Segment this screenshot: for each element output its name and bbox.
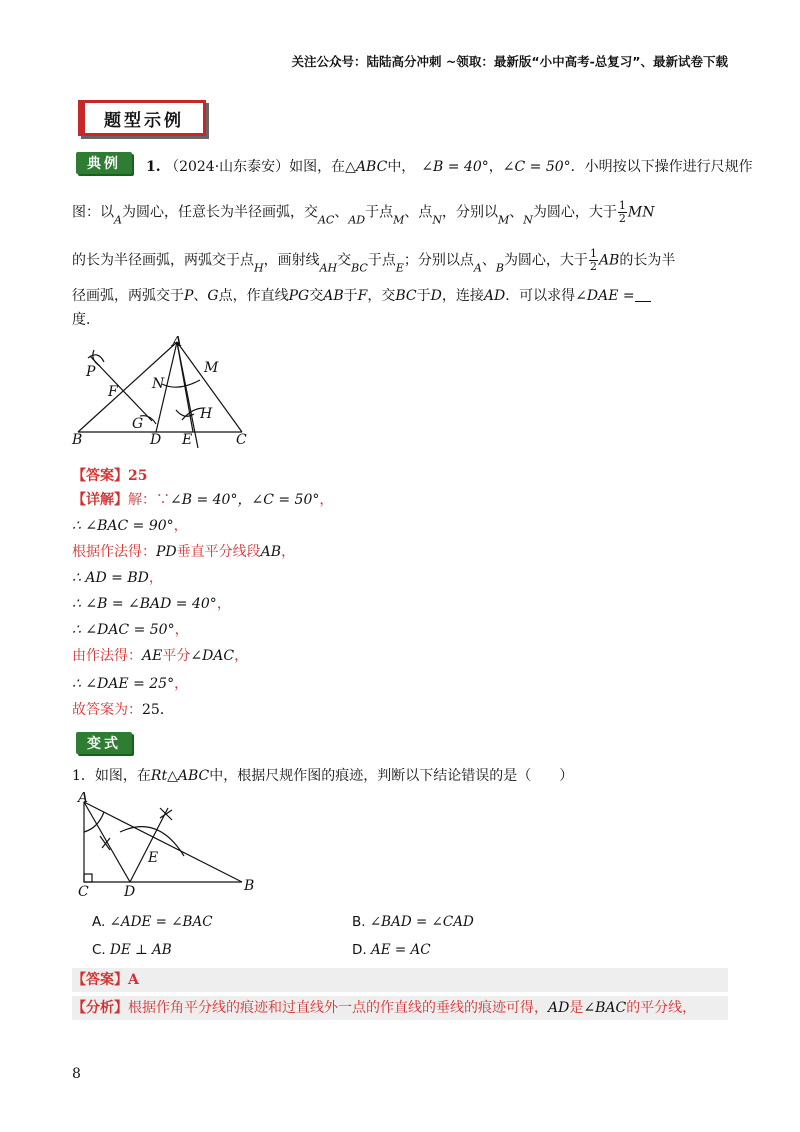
question-line-1	[146, 157, 753, 177]
text: ；分别以点	[403, 252, 474, 269]
math: AC	[317, 213, 335, 227]
option-letter: D.	[352, 942, 367, 958]
option-text: DE ⊥ AB	[110, 942, 172, 958]
math: M	[393, 213, 405, 227]
text: 径画弧，两弧交于	[72, 288, 184, 304]
option-letter: C.	[92, 942, 106, 958]
label-c: C	[78, 884, 89, 898]
math: F	[357, 288, 368, 304]
text: 图：以	[72, 204, 114, 221]
denominator: 2	[589, 260, 597, 273]
variant-question	[72, 766, 573, 786]
arc-a	[84, 812, 104, 832]
label-h: H	[200, 406, 213, 422]
math: ∠BAC	[583, 1000, 627, 1016]
variant-badge: 变式	[76, 732, 132, 754]
text: ，	[174, 676, 189, 692]
answer-value: 25	[128, 468, 148, 484]
text: 、	[193, 288, 208, 304]
text: 的长为半径画弧，两弧交于点	[72, 252, 254, 269]
step-6	[72, 646, 248, 666]
math: N	[432, 213, 442, 227]
label-b: B	[72, 432, 83, 448]
text: ，分别以	[441, 204, 498, 221]
text: ，	[319, 492, 334, 508]
math: AE	[142, 648, 163, 664]
label-c: C	[236, 432, 247, 448]
math: B	[495, 261, 504, 275]
text: ．	[159, 702, 174, 718]
text: 根据作角平分线的痕迹和过直线外一点的作直线的垂线的痕迹可得，	[128, 1000, 548, 1016]
math: AH	[319, 261, 338, 275]
text: 、	[509, 204, 524, 221]
answer-tag: 【答案】	[72, 972, 128, 988]
math: N	[523, 213, 533, 227]
variant-figure	[72, 792, 262, 898]
text: 为圆心，大于	[503, 252, 588, 269]
step-3	[72, 568, 163, 588]
text: ，	[234, 648, 249, 664]
text: 的长为半	[619, 252, 676, 269]
text: ，	[281, 544, 296, 560]
answer-line	[72, 466, 147, 486]
option-letter: B.	[352, 914, 366, 930]
label-e: E	[148, 850, 159, 866]
question-line-4	[72, 286, 651, 306]
step-5	[72, 620, 189, 640]
page-header: 关注公众号：陆陆高分冲刺 ~领取：最新版“小中高考-总复习”、最新试卷下载	[291, 54, 728, 69]
variant-answer	[72, 968, 728, 992]
answer-value: A	[128, 972, 139, 988]
label-d: D	[150, 432, 162, 448]
text: 点，作直线	[218, 288, 289, 304]
perpendicular-de	[130, 808, 168, 882]
math: BC	[395, 288, 417, 304]
text: ，	[174, 622, 189, 638]
text: 于点	[367, 252, 396, 269]
option-text: ∠ADE = ∠BAC	[109, 914, 213, 930]
step-7	[72, 674, 188, 694]
label-a: A	[172, 336, 183, 350]
text: 如图，在	[289, 159, 346, 175]
math: PD	[156, 544, 177, 560]
fraction-half	[589, 248, 598, 273]
label-a: A	[78, 792, 89, 806]
step-1	[72, 516, 188, 536]
arc-p	[88, 355, 104, 362]
option-c[interactable]	[92, 942, 172, 958]
question-line-2	[72, 200, 654, 231]
math: AB	[598, 252, 620, 269]
math: AD	[548, 1000, 570, 1016]
analysis-tag: 【分析】	[72, 1000, 128, 1016]
text: 中，根据尺规作图的痕迹，判断以下结论错误的是（ ）	[209, 768, 574, 784]
text: 解：∵	[128, 492, 170, 508]
question-line-3	[72, 248, 675, 279]
option-text: ∠BAD = ∠CAD	[369, 914, 474, 930]
math: ∠DAC	[190, 648, 235, 664]
math: Rt△ABC	[150, 768, 210, 784]
text: 的平分线，	[626, 1000, 697, 1016]
option-d[interactable]	[352, 942, 431, 958]
text: 于	[343, 288, 358, 304]
step-2	[72, 542, 295, 562]
text: 垂直平分线段	[176, 544, 261, 560]
text: 交	[309, 288, 324, 304]
text: 是	[569, 1000, 584, 1016]
text: 于点	[365, 204, 394, 221]
text: 为圆心，任意长为半径画弧，交	[121, 204, 318, 221]
detail-line	[72, 490, 333, 510]
math: ∠DAE =	[575, 288, 635, 304]
option-b[interactable]	[352, 914, 474, 930]
example-figure	[70, 336, 260, 448]
text: 交	[337, 252, 352, 269]
text: ．可以求得	[505, 288, 576, 304]
question-number: 1.	[146, 159, 161, 175]
numerator: 1	[589, 247, 597, 260]
math: △ABC	[345, 159, 388, 175]
math: ∴ ∠DAE = 25°	[72, 676, 175, 692]
step-4	[72, 594, 231, 614]
option-letter: A.	[92, 914, 106, 930]
text: ，交	[367, 288, 396, 304]
text: 中，	[387, 159, 416, 175]
question-source: （2024·山东泰安）	[165, 159, 290, 175]
math: ∴ AD = BD	[72, 570, 149, 586]
math: MN	[627, 204, 655, 221]
page-number: 8	[72, 1066, 81, 1082]
text: ，画射线	[263, 252, 320, 269]
text: ，连接	[441, 288, 484, 304]
variant-analysis	[72, 996, 728, 1020]
math: 25	[142, 702, 160, 718]
math: ∴ ∠DAC = 50°	[72, 622, 175, 638]
denominator: 2	[618, 212, 626, 225]
text: 由作法得：	[72, 648, 142, 664]
text: 、	[334, 204, 349, 221]
text: 根据作法得：	[72, 544, 156, 560]
cross-2	[160, 808, 172, 820]
label-f: F	[108, 384, 118, 400]
math: G	[207, 288, 219, 304]
math: P	[184, 288, 194, 304]
option-text: AE = AC	[370, 942, 431, 958]
example-badge: 典例	[76, 152, 132, 174]
side-ab	[84, 802, 242, 882]
answer-blank[interactable]	[635, 287, 651, 302]
text: ，	[488, 159, 503, 175]
math: M	[497, 213, 510, 227]
text: ，	[216, 596, 231, 612]
math: BC	[351, 261, 368, 275]
text: ，	[173, 518, 188, 534]
question-line-5: 度．	[72, 312, 100, 328]
math: AD	[483, 288, 506, 304]
fraction-half	[618, 200, 627, 225]
math: PG	[288, 288, 310, 304]
section-title: 题型示例	[78, 100, 206, 136]
detail-tag: 【详解】	[72, 492, 128, 508]
label-d: D	[124, 884, 136, 898]
math: A	[473, 261, 482, 275]
label-p: P	[86, 364, 96, 380]
math: D	[430, 288, 442, 304]
answer-tag: 【答案】	[72, 468, 128, 484]
text: 1．如图，在	[72, 768, 151, 784]
label-e: E	[182, 432, 193, 448]
text: 平分	[162, 648, 191, 664]
label-b: B	[244, 878, 255, 894]
math: AD	[348, 213, 366, 227]
label-m: M	[204, 360, 219, 376]
math: ∠B = 40°	[421, 159, 489, 175]
math: ∠C = 50°	[502, 159, 571, 175]
option-a[interactable]	[92, 914, 213, 930]
math: ∴ ∠B = ∠BAD = 40°	[72, 596, 217, 612]
math: ∴ ∠BAC = 90°	[72, 518, 174, 534]
text: 于	[416, 288, 431, 304]
text: 、	[481, 252, 496, 269]
text: ，	[148, 570, 163, 586]
math: E	[395, 261, 404, 275]
final-answer	[72, 700, 174, 720]
text: 为圆心，大于	[532, 204, 617, 221]
label-g: G	[132, 416, 144, 432]
numerator: 1	[618, 199, 626, 212]
math: A	[114, 213, 122, 227]
math: AB	[260, 544, 282, 560]
text: 故答案为：	[72, 702, 142, 718]
right-angle-mark	[84, 874, 92, 882]
math: ∠B = 40°，∠C = 50°	[170, 492, 320, 508]
math: H	[254, 261, 264, 275]
text: 、点	[404, 204, 433, 221]
label-n: N	[152, 376, 165, 392]
math: AB	[323, 288, 344, 304]
text: ．小明按以下操作进行尺规作	[570, 159, 753, 175]
